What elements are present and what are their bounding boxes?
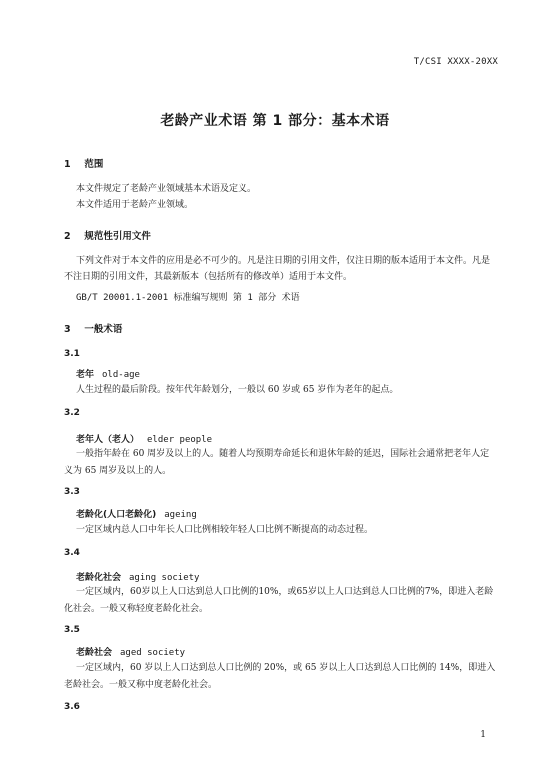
scope-line: 本文件规定了老龄产业领域基本术语及定义。 — [76, 184, 257, 194]
section-number: 1 — [64, 159, 71, 170]
section-title: 一般术语 — [84, 324, 123, 335]
term-english: aging society — [129, 573, 200, 583]
clause-number: 3.6 — [64, 702, 80, 712]
section-heading-references — [64, 228, 151, 242]
term-chinese: 老年人（老人） — [76, 435, 140, 445]
term-chinese: 老年 — [76, 370, 95, 380]
term-english: elder people — [147, 435, 213, 445]
clause-number: 3.1 — [64, 349, 80, 359]
term-entry — [76, 507, 197, 520]
term-definition: 人生过程的最后阶段。按年代年龄划分，一般以 60 岁或 65 岁作为老年的起点。 — [76, 385, 399, 395]
term-chinese: 老龄化(人口老龄化) — [76, 510, 157, 520]
section-title: 规范性引用文件 — [84, 231, 151, 242]
term-chinese: 老龄化社会 — [76, 573, 122, 583]
scope-line: 本文件适用于老龄产业领域。 — [76, 200, 194, 210]
clause-number: 3.4 — [64, 548, 80, 558]
normative-reference: GB/T 20001.1-2001 标准编写规则 第 1 部分 术语 — [76, 293, 300, 303]
document-id: T/CSI XXXX-20XX — [413, 57, 498, 67]
clause-number: 3.2 — [64, 408, 80, 418]
term-definition: 一定区域内，60 岁以上人口达到总人口比例的 20%，或 65 岁以上人口达到总人口比例的 14%，即进入老龄社会。一般又称中度老龄化社会。 — [64, 663, 496, 690]
term-english: aged society — [120, 648, 186, 658]
term-english: old-age — [102, 370, 140, 380]
term-definition: 一般指年龄在 60 周岁及以上的人。随着人均预期寿命延长和退休年龄的延迟，国际社会通常把老年人定义为 65 周岁及以上的人。 — [64, 449, 490, 476]
section-number: 3 — [64, 324, 71, 335]
term-definition: 一定区域内总人口中年长人口比例相较年轻人口比例不断提高的动态过程。 — [76, 525, 374, 535]
section-heading-scope — [64, 156, 103, 170]
clause-number: 3.3 — [64, 487, 80, 497]
page-number: 1 — [480, 730, 486, 740]
section-title: 范围 — [84, 159, 104, 170]
term-chinese: 老龄社会 — [76, 648, 113, 658]
term-entry — [76, 367, 140, 380]
section-heading-general-terms — [64, 321, 122, 335]
document-title: 老龄产业术语 第 1 部分：基本术语 — [160, 113, 390, 129]
references-paragraph: 下列文件对于本文件的应用是必不可少的。凡是注日期的引用文件，仅注日期的版本适用于本文件。凡是不注日期的引用文件，其最新版本（包括所有的修改单）适用于本文件。 — [64, 256, 491, 282]
clause-number: 3.5 — [64, 625, 80, 635]
term-english: ageing — [164, 510, 197, 520]
term-entry — [76, 570, 199, 583]
section-number: 2 — [64, 231, 71, 242]
term-entry — [76, 645, 185, 658]
term-definition: 一定区域内，60岁以上人口达到总人口比例的10%，或65岁以上人口达到总人口比例的7%，即进入老龄化社会。一般又称轻度老龄化社会。 — [64, 587, 494, 614]
term-entry — [76, 432, 212, 445]
